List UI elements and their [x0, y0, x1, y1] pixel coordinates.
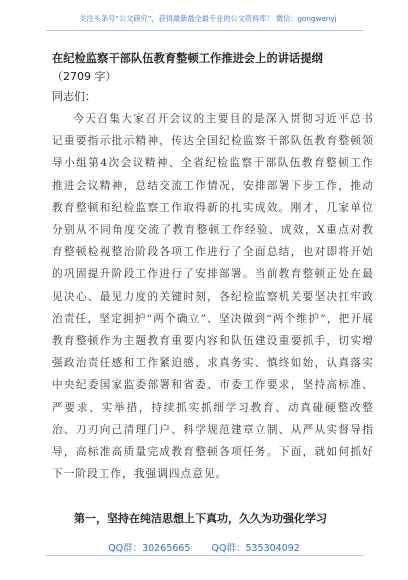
header-banner[interactable]: 关注头条号“公文研究”，获得最新最全最专业的公文资料库！ 微信：gongwenyj [79, 14, 337, 23]
document-title: 在纪检监察干部队伍教育整顿工作推进会上的讲话提纲 [52, 52, 323, 65]
body-paragraph: 今天召集大家召开会议的主要目的是深入贯彻习近平总书记重要指示批示精神，传达全国纪检监察干部队伍教育整顿领导小组第4次会议精神、全省纪检监察干部队伍教育整顿工作推进会议精神，总结交流工作情况，安排部署下步工作，推动教育整顿和纪检监察工作取得新的扎实成效。刚才，几家单位分别从不同角度交流了教育整顿工作经验、成效，X重点对教育整顿检视整治阶段各项工作进行了全面总结，也对即将开始的巩固提升阶段工作进行了安排部署。当前教育整顿正处在最见决心、最见力度的关键时刻，各纪检监察机关要坚决扛牢政治责任，坚定拥护“两个确立”、坚决做到“两个维护”，把开展教育整顿作为主题教育重要内容和队伍建设重要抓手，切实增强政治责任感和工作紧迫感，求真务实、慎终如始，认真落实中央纪委国家监委部署和省委、市委工作要求，坚持高标准、严要求、实举措，持续抓实抓细学习教育、动真碰硬整改整治、刀刃向己清理门户、科学规范建章立制、从严从实督导指导，高标准高质量完成教育整顿各项任务。下面，就如何抓好下一阶段工作，我强调四点意见。 [52, 113, 374, 481]
qq-group-2[interactable]: QQ群：535304092 [211, 543, 300, 554]
footer-divider [46, 555, 364, 556]
qq-group-1[interactable]: QQ群：30265665 [108, 543, 191, 554]
word-count: （2709 字） [52, 70, 117, 83]
section-heading: 第一，坚持在纯洁思想上下真功，久久为功强化学习 [74, 512, 327, 525]
salutation: 同志们： [52, 90, 96, 103]
header-divider [46, 30, 364, 31]
footer-contact [0, 540, 408, 554]
